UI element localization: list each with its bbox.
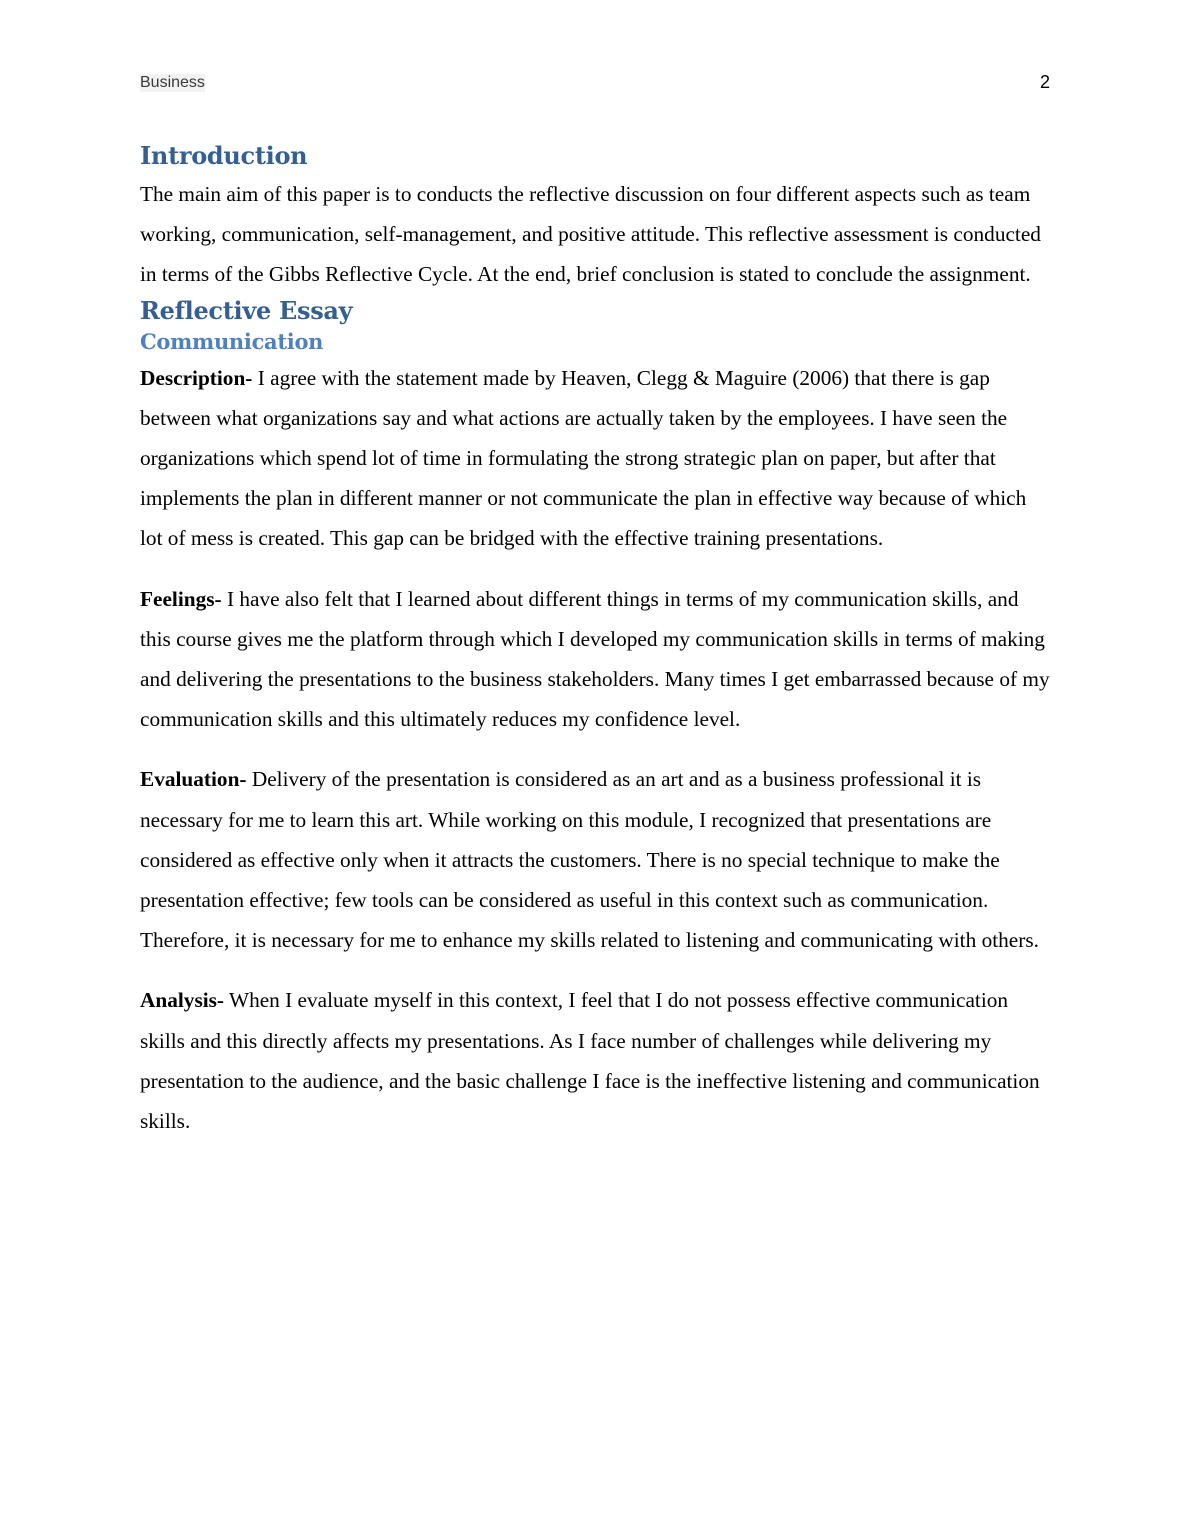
label-feelings: Feelings-: [140, 586, 222, 611]
subheading-communication: Communication: [140, 328, 324, 354]
introduction-paragraph: The main aim of this paper is to conducts the reflective discussion on four different aspects such as team working, communication, self-management, and positive attitude. This reflective assessment is conducted in terms of the Gibbs Reflective Cycle. At the end, brief conclusion is stated to conclude the assignment.: [140, 182, 1041, 287]
text-evaluation: Delivery of the presentation is considered as an art and as a business professional it is necessary for me to learn this art. While working on this module, I recognized that presentations are considered as effective only when it attracts the customers. There is no special technique to make the presentation effective; few tools can be considered as useful in this context such as communication. Therefore, it is necessary for me to enhance my skills related to listening and communicating with others.: [140, 767, 1039, 953]
paragraph-evaluation: [140, 759, 1052, 960]
running-header-title: Business: [140, 74, 205, 91]
paragraph-description: [140, 358, 1052, 559]
heading-introduction: Introduction: [140, 141, 308, 170]
text-feelings: I have also felt that I learned about different things in terms of my communication skills, and this course gives me the platform through which I developed my communication skills in terms of making and delivering the presentations to the business stakeholders. Many times I get embarrassed because of my communication skills and this ultimately reduces my confidence level.: [140, 586, 1050, 732]
document-body: [140, 140, 1052, 1141]
label-evaluation: Evaluation-: [140, 767, 247, 792]
heading-reflective-essay: Reflective Essay: [140, 295, 353, 325]
paragraph-feelings: [140, 579, 1052, 740]
label-description: Description-: [140, 365, 253, 390]
page-number: 2: [1039, 72, 1050, 92]
paragraph-analysis: [140, 980, 1052, 1141]
text-description: I agree with the statement made by Heaven, Clegg & Maguire (2006) that there is gap between what organizations say and what actions are actually taken by the employees. I have seen the organizations which spend lot of time in formulating the strong strategic plan on paper, but after that implements the plan in different manner or not communicate the plan in effective way because of which lot of mess is created. This gap can be bridged with the effective training presentations.: [140, 365, 1027, 551]
text-analysis: When I evaluate myself in this context, I feel that I do not possess effective communication skills and this directly affects my presentations. As I face number of challenges while delivering my presentation to the audience, and the basic challenge I face is the ineffective listening and communication skills.: [140, 988, 1040, 1134]
label-analysis: Analysis-: [140, 988, 225, 1013]
